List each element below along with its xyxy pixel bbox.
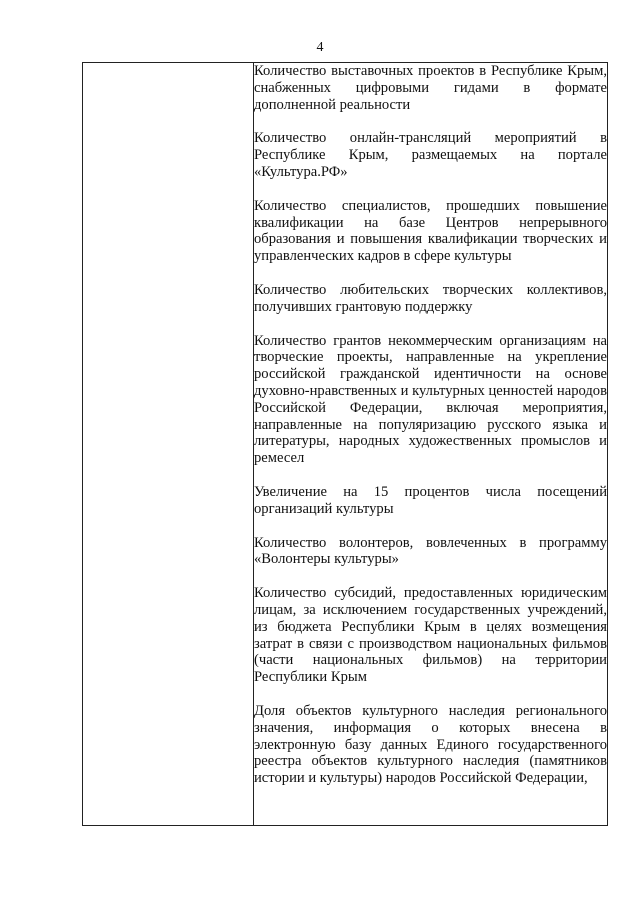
- indicator-item: Количество любительских творческих коллективов, получивших грантовую поддержку: [254, 281, 607, 315]
- indicator-item: Увеличение на 15 процентов числа посещений организаций культуры: [254, 483, 607, 517]
- indicator-item: Количество выставочных проектов в Республике Крым, снабженных цифровыми гидами в формате дополненной реальности: [254, 63, 607, 113]
- indicators-cell: [254, 63, 608, 826]
- indicator-item: Количество грантов некоммерческим организациям на творческие проекты, направленные на укрепление российской гражданской идентичности на основе духовно-нравственных и культурных ценностей народов Российской Федерации, включая мероприятия, направленные на популяризацию русского языка и литературы, народных художественных промыслов и ремесел: [254, 332, 607, 467]
- page-number: 4: [316, 40, 324, 55]
- indicator-item: Количество волонтеров, вовлеченных в программу «Волонтеры культуры»: [254, 534, 607, 568]
- indicator-item: Количество субсидий, предоставленных юридическим лицам, за исключением государственных учреждений, из бюджета Республики Крым в целях возмещения затрат в связи с производством национальных фильмов (части национальных фильмов) на территории Республики Крым: [254, 585, 607, 686]
- empty-left-cell: [83, 63, 254, 826]
- indicator-item: Количество онлайн-трансляций мероприятий в Республике Крым, размещаемых на портале «Культура.РФ»: [254, 130, 607, 180]
- indicators-table: [82, 62, 608, 826]
- table-row: [83, 63, 608, 826]
- indicator-item: Доля объектов культурного наследия регионального значения, информация о которых внесена в электронную базу данных Единого государственного реестра объектов культурного наследия (памятников истории и культуры) народов Российской Федерации,: [254, 702, 607, 787]
- indicator-item: Количество специалистов, прошедших повышение квалификации на базе Центров непрерывного образования и повышения квалификации творческих и управленческих кадров в сфере культуры: [254, 197, 607, 265]
